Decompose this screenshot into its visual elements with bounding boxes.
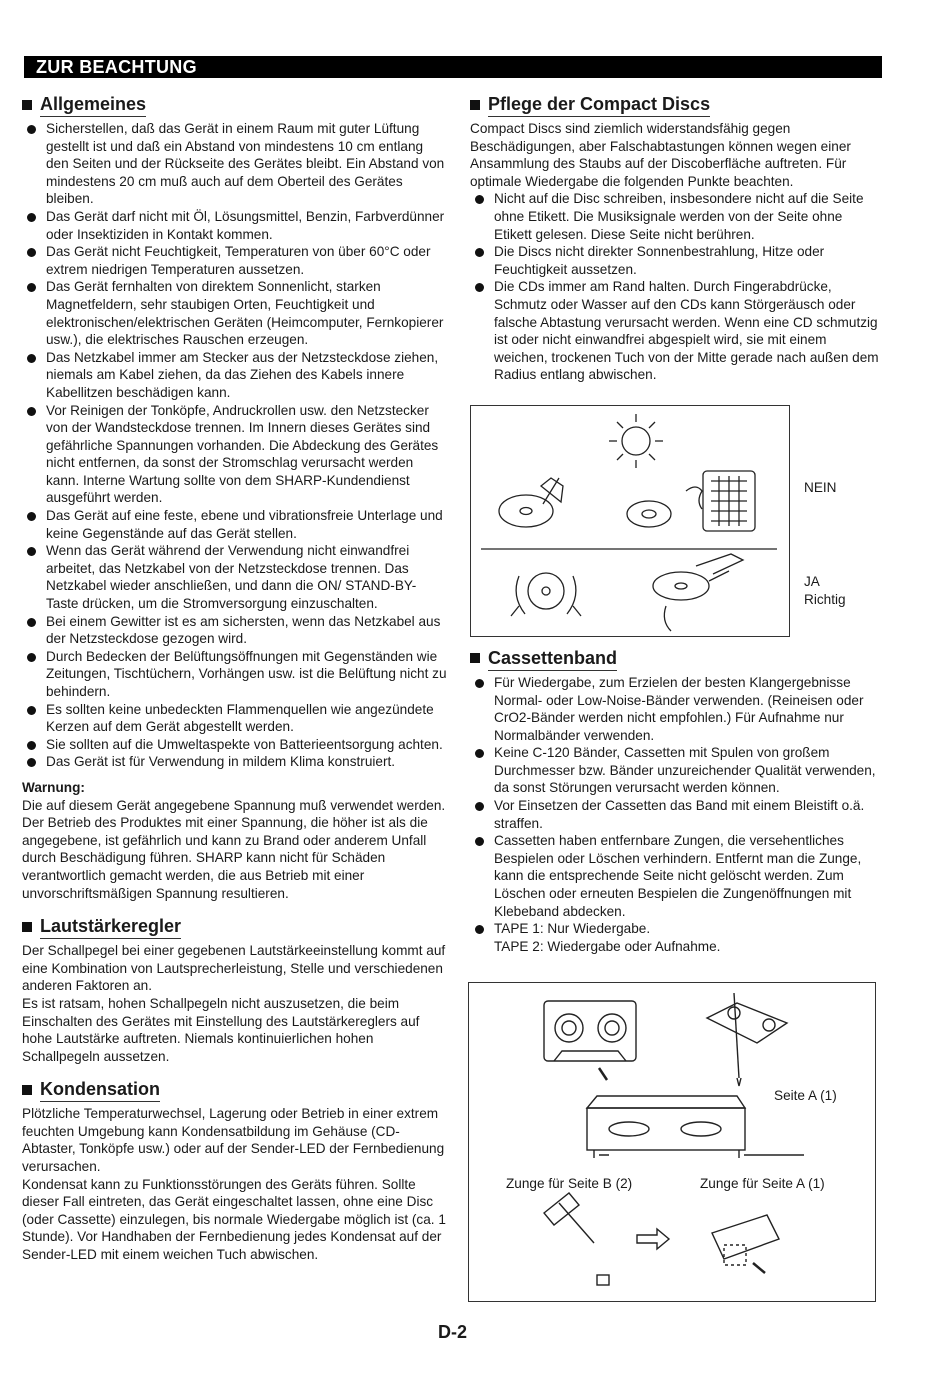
- list-item: Das Netzkabel immer am Stecker aus der Netzsteckdose ziehen, niemals am Kabel ziehen, da das Ziehen des Kabels innere Kabellitzen beschädigen kann.: [22, 349, 447, 402]
- cd-sun-icon: [627, 501, 671, 527]
- list-item: Sie sollten auf die Umweltaspekte von Batterieentsorgung achten.: [22, 736, 447, 754]
- tape2-text: TAPE 2: Wiedergabe oder Aufnahme.: [494, 938, 721, 954]
- square-bullet-icon: [470, 100, 480, 110]
- label-seite-a: Seite A (1): [774, 1088, 837, 1103]
- cd-care-drawing: [471, 406, 789, 636]
- square-bullet-icon: [470, 653, 480, 663]
- label-zunge-b: Zunge für Seite B (2): [506, 1176, 633, 1191]
- list-item: Das Gerät ist für Verwendung in mildem Klima konstruiert.: [22, 753, 447, 771]
- list-item: Vor Einsetzen der Cassetten das Band mit einem Bleistift o.ä. straffen.: [470, 797, 880, 832]
- cassette-front-icon: [544, 1001, 636, 1061]
- list-item: Keine C-120 Bänder, Cassetten mit Spulen von großem Durchmesser bzw. Bänder unzureichender Qualität verwenden, da sonst Störungen verursacht werden können.: [470, 744, 880, 797]
- heading-cassette: Cassettenband: [470, 646, 880, 671]
- cassette-illustration: [468, 982, 876, 1302]
- square-bullet-icon: [22, 1085, 32, 1095]
- list-item: Das Gerät auf eine feste, ebene und vibrationsfreie Unterlage und keine Gegenstände auf das Gerät stellen.: [22, 507, 447, 542]
- warning-title: Warnung:: [22, 779, 85, 795]
- list-item: Durch Bedecken der Belüftungsöffnungen mit Gegenständen wie Zeitungen, Tischtüchern, Vorhängen usw. ist die Belüftung nicht zu behindern.: [22, 648, 447, 701]
- heading-pflege: Pflege der Compact Discs: [470, 92, 880, 117]
- list-item: Vor Reinigen der Tonköpfe, Andruckrollen usw. den Netzstecker von der Wandsteckdose trennen. Im Innern dieses Gerätes sind gefährliche Spannungen vorhanden. Die Abdeckung des Gerätes nicht entfernen, da sonst der Stromschlag verursacht werden kann. Interne Wartung sollte von dem SHARP-Kundendienst ausgeführt werden.: [22, 402, 447, 508]
- page-number: D-2: [438, 1322, 468, 1342]
- label-nein: NEIN: [804, 480, 837, 495]
- cd-held-correctly-icon: [528, 573, 564, 609]
- heading-lautstaerke: Lautstärkeregler: [22, 914, 447, 939]
- list-item: Für Wiedergabe, zum Erzielen der besten Klangergebnisse Normal- oder Low-Noise-Bänder verwenden. (Reineisen oder CrO2-Bänder werden nicht empfohlen.) Für Aufnahme nur Normalbänder verwenden.: [470, 674, 880, 744]
- list-item: Sicherstellen, daß das Gerät in einem Raum mit guter Lüftung gestellt ist und daß ein Abstand von mindestens 10 cm entlang den Seiten und der Rückseite des Gerätes bleibt. Ein Abstand von mindestens 20 cm muß auch auf dem Oberteil des Gerätes bleiben.: [22, 120, 447, 208]
- kondensation-paragraph-1: Plötzliche Temperaturwechsel, Lagerung oder Betrieb in einer extrem feuchten Umgebung kann Kondensatbildung im Gehäuse (CD-Abtaster, Tonköpfe usw.) oder auf der Sender-LED der Fernbedienung verursachen.: [22, 1106, 445, 1175]
- list-item: Es sollten keine unbedeckten Flammenquellen wie angezündete Kerzen auf dem Gerät abgestellt werden.: [22, 701, 447, 736]
- list-item: Die CDs immer am Rand halten. Durch Fingerabdrücke, Schmutz oder Wasser auf den CDs kann Störgeräusch oder falsche Abtastung verursacht werden. Wenn eine CD schmutzig ist oder nicht einwandfrei abgespielt wird, sie mit einem weichen, trockenen Tuch von der Mitte gerade nach außen dem Radius entlang abwischen.: [470, 278, 880, 384]
- lautstaerke-paragraph-1: Der Schallpegel bei einer gegebenen Lautstärkeeinstellung kommt auf eine Kombination von Lautsprecherleistung, Stelle und verschiedenen anderen Faktoren an.: [22, 943, 446, 994]
- heading-kondensation: Kondensation: [22, 1077, 447, 1102]
- taped-cassette-icon: [712, 1215, 779, 1259]
- label-richtig: Richtig: [804, 592, 846, 607]
- list-item: Das Gerät darf nicht mit Öl, Lösungsmittel, Benzin, Farbverdünner oder Insektiziden in Kontakt kommen.: [22, 208, 447, 243]
- kondensation-paragraph-2: Kondensat kann zu Funktionsstörungen des Geräts führen. Sollte dieser Fall eintreten, das Gerät eingeschaltet lassen, ohne eine Disc (oder Cassette) einzulegen, bis normale Wiedergabe möglich ist (ca. 1 Stunde). Vor Handhaben der Fernbedienung jedes Kondensat auf der Sender-LED mit einem weichen Tuch abwischen.: [22, 1176, 446, 1263]
- square-bullet-icon: [22, 100, 32, 110]
- cd-care-illustration: [470, 405, 790, 637]
- cassette-drawing: [469, 983, 875, 1301]
- label-ja: JA: [804, 574, 820, 589]
- list-item: Cassetten haben entfernbare Zungen, die versehentliches Bespielen oder Löschen verhindern. Entfernt man die Zunge, kann die entsprechende Seite nicht gelöscht werden. Zum Löschen oder erneuten Bespielen die Zungenöffnungen mit Klebeband abdecken.: [470, 832, 880, 920]
- cassette-list: [470, 674, 880, 938]
- allgemeines-list: [22, 120, 447, 771]
- cd-wiping-icon: [653, 572, 709, 600]
- list-item: Bei einem Gewitter ist es am sichersten, wenn das Netzkabel aus der Netzsteckdose gezogen wird.: [22, 613, 447, 648]
- warning-text: Die auf diesem Gerät angegebene Spannung muß verwendet werden. Der Betrieb des Produktes mit einer Spannung, die höher ist als die angegebene, ist gefährlich und kann zu Brand oder anderem Unfall durch Beschädigung führen. SHARP kann nicht für Schäden verantwortlich gemacht werden, die aus Betrieb mit einer unvorschriftsmäßigen Spannung resultieren.: [22, 797, 446, 901]
- list-item: Das Gerät nicht Feuchtigkeit, Temperaturen von über 60°C oder extrem niedrigen Temperaturen aussetzen.: [22, 243, 447, 278]
- arrow-right-icon: [637, 1229, 669, 1249]
- list-item: Die Discs nicht direkter Sonnenbestrahlung, Hitze oder Feuchtigkeit aussetzen.: [470, 243, 880, 278]
- pflege-intro: Compact Discs sind ziemlich widerstandsfähig gegen Beschädigungen, aber Falschabtastungen können wegen einer Ansammlung des Staubs auf der Discoberfläche auftreten. Für optimale Wiedergabe die folgenden Punkte beachten.: [470, 121, 851, 189]
- list-item: Nicht auf die Disc schreiben, insbesondere nicht auf die Seite ohne Etikett. Die Musiksignale werden von der Seite ohne Etikett gelesen. Diese Seite nicht berühren.: [470, 190, 880, 243]
- list-item: Wenn das Gerät während der Verwendung nicht einwandfrei arbeitet, das Netzkabel von der Netzsteckdose trennen. Das Netzkabel wieder anschließen, und dann die ON/ STAND-BY-Taste drücken, um die Stromversorgung einzuschalten.: [22, 542, 447, 612]
- list-item: TAPE 1: Nur Wiedergabe.: [470, 920, 880, 938]
- list-item: Das Gerät fernhalten von direktem Sonnenlicht, starken Magnetfeldern, sehr staubigen Orten, Feuchtigkeit und elektronischen/elektrischen Geräten (Heimcomputer, Fernkopierer usw.), die elektrisches Rauschen erzeugen.: [22, 278, 447, 348]
- square-bullet-icon: [22, 922, 32, 932]
- left-column: [22, 92, 447, 1264]
- pflege-list: [470, 190, 880, 384]
- sun-icon: [622, 427, 650, 455]
- label-zunge-a: Zunge für Seite A (1): [700, 1176, 825, 1191]
- cassette-tabs-icon: [587, 1096, 745, 1108]
- lautstaerke-paragraph-2: Es ist ratsam, hohen Schallpegeln nicht auszusetzen, die beim Einschalten des Gerätes mit Einstellung des Lautstärkereglers auf hohe Lautstärke auftreten. Niemals kontinuierlichen hohen Schallpegeln aussetzen.: [22, 995, 420, 1064]
- banner-title: ZUR BEACHTUNG: [36, 57, 197, 77]
- heading-allgemeines: Allgemeines: [22, 92, 447, 117]
- section-banner: [24, 56, 882, 78]
